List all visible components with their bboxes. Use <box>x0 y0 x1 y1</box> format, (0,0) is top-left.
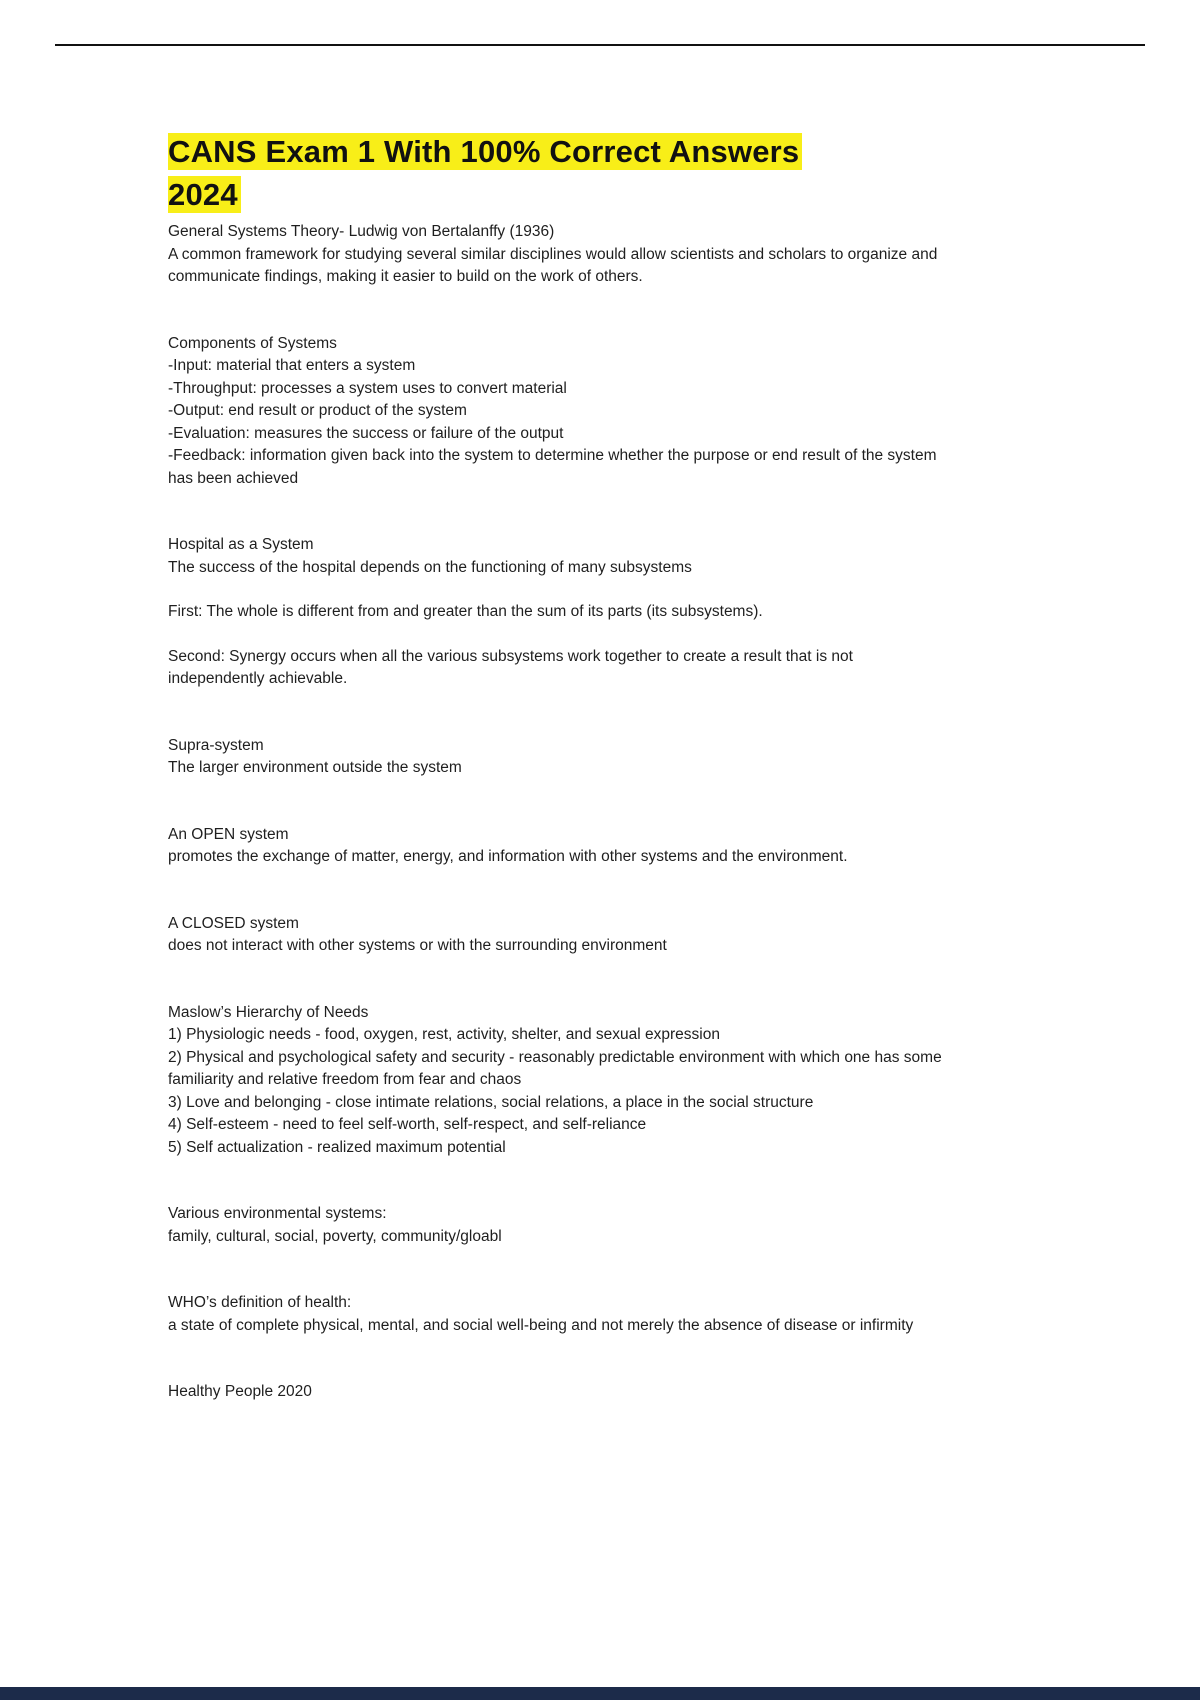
text-line: does not interact with other systems or with the surrounding environment <box>168 937 667 954</box>
text-line: A common framework for studying several similar disciplines would allow scientists and scholars to organize and communicate findings, making it easier to build on the work of others. <box>168 245 938 285</box>
text-block <box>168 1292 946 1337</box>
text-line: -Evaluation: measures the success or failure of the output <box>168 424 564 442</box>
text-line: -Input: material that enters a system <box>168 357 416 374</box>
text-line: 4) Self-esteem - need to feel self-worth, self-respect, and self-reliance <box>168 1116 647 1133</box>
text-line: promotes the exchange of matter, energy, and information with other systems and the environment. <box>168 848 848 865</box>
text-line: The larger environment outside the system <box>168 759 462 776</box>
text-line: First: The whole is different from and greater than the sum of its parts (its subsystems). <box>168 603 763 620</box>
text-block <box>168 333 946 491</box>
text-line: family, cultural, social, poverty, community/gloabl <box>168 1227 502 1245</box>
text-block <box>168 1203 946 1248</box>
text-line: Healthy People 2020 <box>168 1383 312 1400</box>
text-block <box>168 824 946 869</box>
text-line: Maslow’s Hierarchy of Needs <box>168 1003 369 1021</box>
highlighted-title-text: 2024 <box>168 176 241 213</box>
text-line: A CLOSED system <box>168 914 299 932</box>
text-block <box>168 1002 946 1160</box>
text-block <box>168 1381 946 1404</box>
document-body <box>168 221 946 1404</box>
footer-bar <box>0 1687 1200 1700</box>
text-line: Hospital as a System <box>168 536 314 553</box>
text-block <box>168 221 946 289</box>
text-line: -Output: end result or product of the system <box>168 402 467 419</box>
text-line: An OPEN system <box>168 825 289 843</box>
text-line: Second: Synergy occurs when all the various subsystems work together to create a result that is not independently achievable. <box>168 647 853 687</box>
text-block <box>168 601 946 624</box>
text-line: General Systems Theory- Ludwig von Bertalanffy (1936) <box>168 223 555 240</box>
text-line: WHO’s definition of health: <box>168 1294 352 1311</box>
page-title-line2 <box>168 173 946 216</box>
text-line: Supra-system <box>168 736 264 754</box>
text-block <box>168 646 946 691</box>
page-title-line1 <box>168 130 946 173</box>
text-line: Various environmental systems: <box>168 1205 387 1222</box>
text-block <box>168 735 946 780</box>
text-line: 2) Physical and psychological safety and security - reasonably predictable environment with which one has some familiarity and relative freedom from fear and chaos <box>168 1048 942 1088</box>
text-block <box>168 913 946 958</box>
document-content <box>168 130 946 1404</box>
text-line: -Throughput: processes a system uses to convert material <box>168 379 567 397</box>
text-line: 1) Physiologic needs - food, oxygen, rest, activity, shelter, and sexual expression <box>168 1026 720 1043</box>
text-line: -Feedback: information given back into the system to determine whether the purpose or end result of the system has been achieved <box>168 447 937 487</box>
text-line: Components of Systems <box>168 334 337 352</box>
text-block <box>168 534 946 579</box>
page-title <box>168 130 946 216</box>
text-line: The success of the hospital depends on the functioning of many subsystems <box>168 558 692 576</box>
highlighted-title-text: CANS Exam 1 With 100% Correct Answers <box>168 133 802 170</box>
text-line: a state of complete physical, mental, and social well-being and not merely the absence of disease or infirmity <box>168 1316 914 1334</box>
text-line: 5) Self actualization - realized maximum potential <box>168 1138 506 1156</box>
header-rule <box>55 44 1145 46</box>
text-line: 3) Love and belonging - close intimate relations, social relations, a place in the social structure <box>168 1093 814 1111</box>
